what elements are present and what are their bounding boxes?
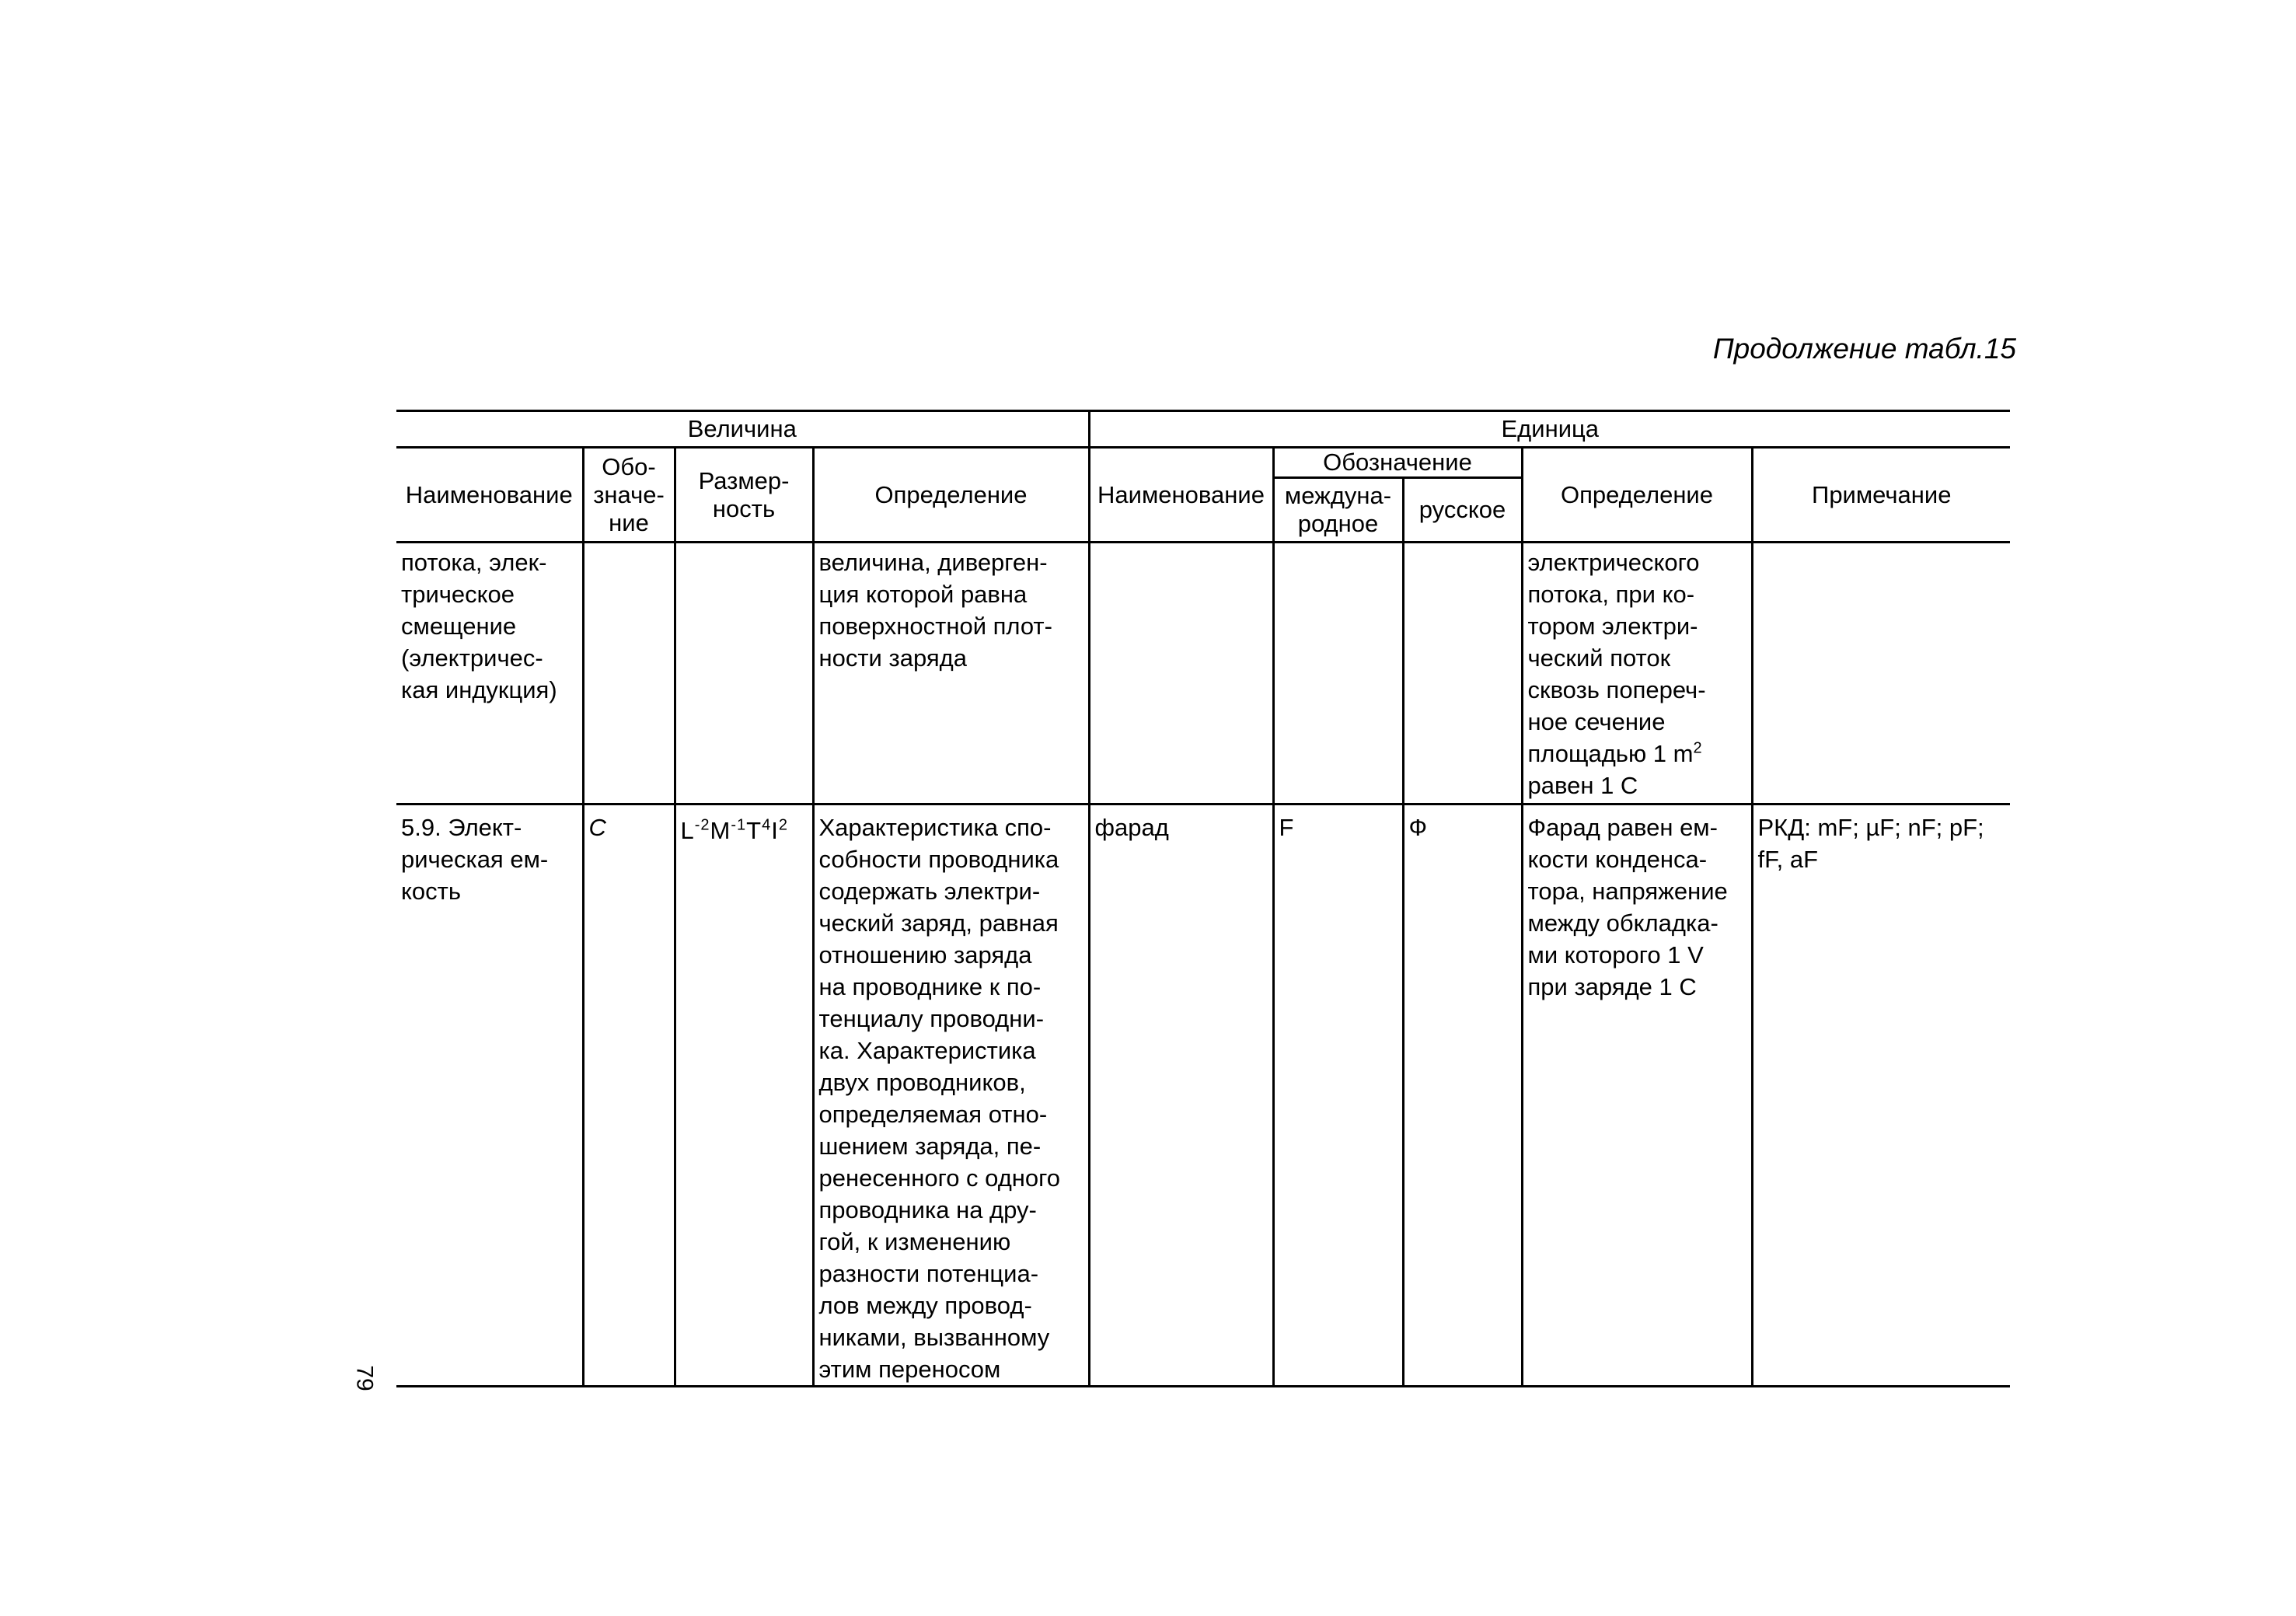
row2-unit-name: фарад: [1089, 805, 1273, 1387]
page-number: 79: [351, 1365, 378, 1391]
row1-note: [1752, 543, 2010, 805]
dim-T-exp: 4: [762, 816, 772, 834]
text-line: потока, при ко-: [1527, 581, 1695, 608]
row2-unit-definition: [1522, 805, 1752, 1387]
text-line: кая индукция): [401, 676, 557, 703]
text-line: сквозь попереч-: [1527, 676, 1706, 703]
text-line: ция которой равна: [818, 581, 1028, 608]
header-intl-line: родное: [1297, 510, 1379, 537]
text-line: этим переносом: [818, 1356, 1001, 1383]
row1-symbol: [583, 543, 675, 805]
header-unit-russian: русское: [1403, 478, 1522, 543]
row1-unit-international: [1273, 543, 1403, 805]
text-line: ческий заряд, равная: [818, 909, 1059, 937]
text-line: содержать электри-: [818, 878, 1041, 905]
text-line: кости конденса-: [1527, 846, 1708, 873]
dim-M: M: [710, 817, 731, 844]
dim-M-exp: -1: [731, 816, 747, 834]
dim-I: I: [771, 817, 779, 844]
header-quantity-symbol: [583, 448, 675, 543]
text-line: смещение: [401, 613, 517, 640]
text-line: при заряде 1 C: [1527, 973, 1697, 1000]
row2-unit-russian: Ф: [1403, 805, 1522, 1387]
text-line: двух проводников,: [818, 1069, 1026, 1096]
row2-quantity-name: [396, 805, 583, 1387]
text-line: потока, элек-: [401, 549, 547, 576]
header-unit-name: Наименование: [1089, 448, 1273, 543]
text-line: разности потенциа-: [818, 1260, 1039, 1287]
text-line: ческий поток: [1527, 644, 1671, 672]
dim-T: T: [746, 817, 762, 844]
text-line: (электричес-: [401, 644, 543, 672]
text-line: ка. Характеристика: [818, 1037, 1036, 1064]
row1-quantity-definition: [813, 543, 1089, 805]
area-exponent: 2: [1693, 739, 1702, 757]
text-line: определяемая отно-: [818, 1101, 1048, 1128]
text-line: Характеристика спо-: [818, 814, 1052, 841]
text-line: 5.9. Элект-: [401, 814, 522, 841]
table-continuation-caption: Продолжение табл.15: [1712, 333, 2016, 365]
text-line: электрического: [1527, 549, 1700, 576]
dimension-formula: [681, 815, 788, 846]
text-line: тора, напряжение: [1527, 878, 1728, 905]
text-line: лов между провод-: [818, 1292, 1032, 1319]
header-quantity-dimension: [675, 448, 813, 543]
text-line: Фарад равен ем-: [1527, 814, 1718, 841]
row1-unit-name: [1089, 543, 1273, 805]
header-quantity-group: Величина: [396, 411, 1089, 448]
header-quantity-name: Наименование: [396, 448, 583, 543]
header-note: Примечание: [1752, 448, 2010, 543]
dim-I-exp: 2: [778, 816, 788, 834]
header-dim-line: ность: [712, 494, 776, 522]
row1-quantity-name: [396, 543, 583, 805]
text-line: тенциалу проводни-: [818, 1005, 1045, 1032]
text-line: [1528, 738, 1746, 770]
text-line: fF, aF: [1757, 846, 1819, 873]
row2-unit-international: F: [1273, 805, 1403, 1387]
text-line: ности заряда: [818, 644, 967, 672]
header-dim-line: Размер-: [698, 466, 790, 494]
text-line: РКД: mF; µF; nF; pF;: [1757, 814, 1984, 841]
text-line: ми которого 1 V: [1527, 941, 1704, 969]
dim-L-exp: -2: [694, 816, 710, 834]
row2-quantity-definition: [813, 805, 1089, 1387]
text-line: величина, диверген-: [818, 549, 1048, 576]
header-symbol-line: Обо-: [602, 452, 656, 480]
header-symbol-line: значе-: [593, 480, 665, 508]
row1-unit-russian: [1403, 543, 1522, 805]
row2-symbol: C: [583, 805, 675, 1387]
text-line: никами, вызванному: [818, 1324, 1050, 1351]
text-line: проводника на дру-: [818, 1196, 1037, 1223]
row2-dimension: [675, 805, 813, 1387]
text-line: трическое: [401, 581, 515, 608]
text-line: рическая ем-: [401, 846, 549, 873]
header-unit-definition: Определение: [1522, 448, 1752, 543]
header-quantity-definition: Определение: [813, 448, 1089, 543]
text-line: между обкладка-: [1527, 909, 1719, 937]
text-line: отношению заряда: [818, 941, 1032, 969]
text-line: ренесенного с одного: [818, 1164, 1061, 1192]
text-line: равен 1 C: [1527, 772, 1638, 799]
text-line: шением заряда, пе-: [818, 1133, 1042, 1160]
header-intl-line: междуна-: [1284, 482, 1392, 509]
area-text: площадью 1 m: [1527, 740, 1694, 767]
text-line: тором электри-: [1527, 613, 1698, 640]
text-line: кость: [401, 878, 462, 905]
header-unit-group: Единица: [1089, 411, 2010, 448]
table-row: [396, 543, 2010, 805]
header-unit-designation: Обозначение: [1273, 448, 1522, 478]
row2-note: [1752, 805, 2010, 1387]
text-line: гой, к изменению: [818, 1228, 1011, 1255]
text-line: поверхностной плот-: [818, 613, 1052, 640]
dim-L: L: [680, 817, 695, 844]
units-table: [396, 410, 2010, 1387]
text-line: ное сечение: [1527, 708, 1666, 735]
text-line: на проводнике к по-: [818, 973, 1042, 1000]
table-row: [396, 805, 2010, 1387]
text-line: собности проводника: [818, 846, 1059, 873]
header-symbol-line: ние: [609, 508, 649, 536]
row1-unit-definition: [1522, 543, 1752, 805]
row1-dimension: [675, 543, 813, 805]
header-unit-international: [1273, 478, 1403, 543]
